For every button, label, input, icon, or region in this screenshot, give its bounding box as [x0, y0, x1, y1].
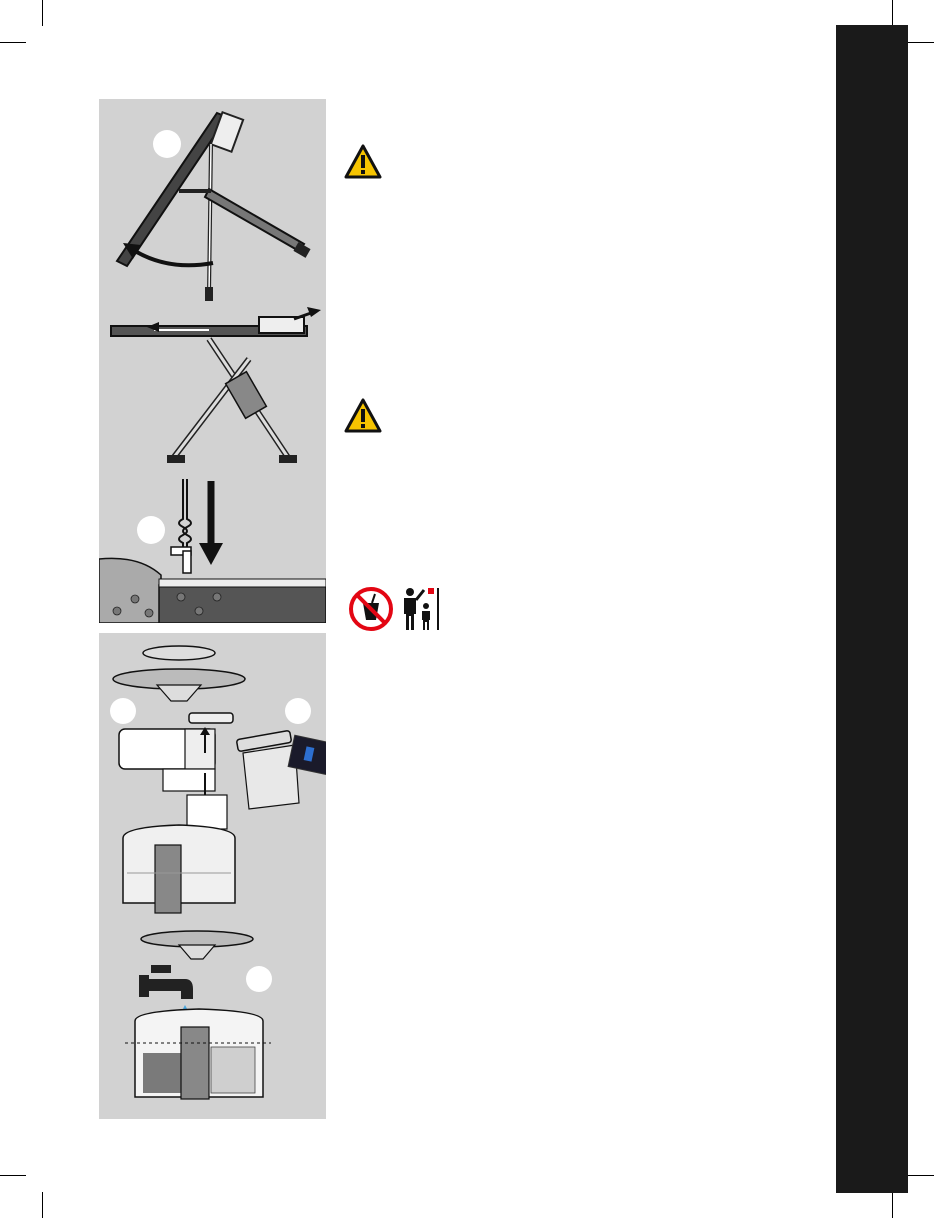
step-circle: [137, 516, 165, 544]
step-circle: [246, 966, 272, 992]
keep-away-from-children-icon: [398, 584, 440, 632]
board-setup-illustration: [99, 99, 326, 623]
crop-mark: [892, 1192, 893, 1218]
crop-mark: [908, 1175, 934, 1176]
illustration-panel-board-setup: [99, 99, 326, 623]
illustration-panel-water-tank: [99, 633, 326, 1119]
step-circle: [153, 130, 181, 158]
crop-mark: [42, 1192, 43, 1218]
crop-mark: [908, 42, 934, 43]
crop-mark: [0, 1175, 26, 1176]
no-drinking-water-icon: [348, 586, 394, 632]
arrow-down-icon: [199, 543, 223, 565]
safety-icons-row: [348, 584, 440, 634]
crop-mark: [0, 42, 26, 43]
step-circle: [285, 698, 311, 724]
water-tank-illustration: [99, 633, 326, 1119]
crop-mark: [42, 0, 43, 26]
arrow-right-icon: [307, 307, 321, 317]
chapter-side-tab: [836, 25, 908, 1193]
crop-mark: [892, 0, 893, 26]
warning-triangle-icon: [344, 144, 382, 180]
step-circle: [110, 698, 136, 724]
warning-triangle-icon: [344, 398, 382, 434]
